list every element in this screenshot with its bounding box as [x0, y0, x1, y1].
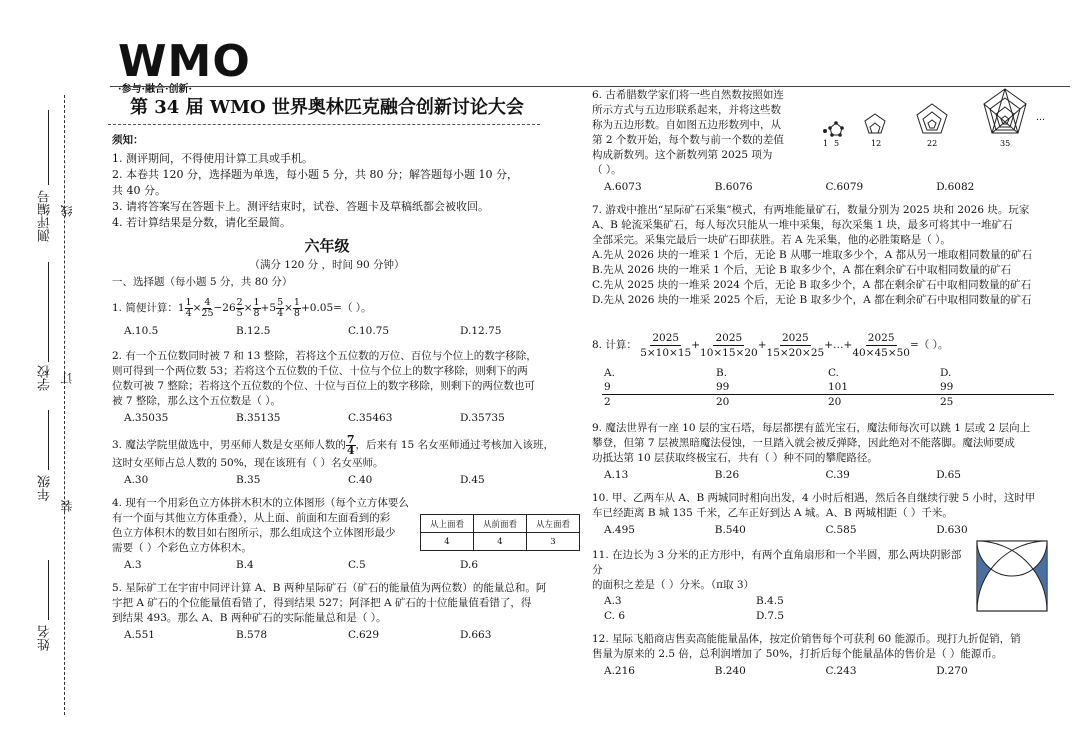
- option-b[interactable]: B.35: [236, 474, 261, 486]
- notice-list: [112, 151, 582, 231]
- table-header: 从左面看: [527, 515, 580, 533]
- margin-label-name: 姓名: [38, 625, 53, 651]
- section-heading: 一、选择题（每小题 5 分，共 80 分）: [112, 276, 293, 288]
- option-c[interactable]: C.243: [825, 665, 857, 677]
- option-c[interactable]: C.5: [348, 559, 366, 571]
- q12-options: [604, 664, 1047, 679]
- option-d[interactable]: D.65: [936, 469, 961, 481]
- q11-line: 的面积之差是（ ）分米。（π取 3）: [592, 579, 755, 591]
- margin-id-line: [48, 110, 49, 185]
- q8-fraction: $\frac{2025}{15\times 20\times 25}$: [766, 331, 825, 359]
- q5-line: 到结果 493。那么 A、B 两种矿石的实际能量总和是（ ）。: [112, 612, 387, 624]
- question-11: [592, 548, 962, 593]
- option-d[interactable]: D. $\frac{99}{25}$: [940, 366, 1052, 409]
- q1-fraction: $\frac{1}{8}$: [293, 296, 300, 319]
- question-5: [112, 581, 582, 626]
- option-c[interactable]: C.40: [348, 474, 373, 486]
- pent-label: 1: [823, 139, 829, 148]
- option-a[interactable]: A.216: [604, 665, 635, 677]
- option-b[interactable]: B.6076: [714, 181, 753, 193]
- q2-line: 则可得到一个两位数 53；若将这个五位数的千位、十位与个位上的数字移除，则剩下的两: [112, 365, 528, 377]
- option-d[interactable]: D.6082: [936, 181, 975, 193]
- table-header: 从前面看: [474, 515, 527, 533]
- pent-label: 5: [834, 139, 840, 148]
- question-9: [592, 421, 1047, 466]
- q1-fraction: $\frac{2}{5}$: [236, 296, 243, 319]
- notice-item: 1. 测评期间，不得使用计算工具或手机。: [112, 152, 313, 165]
- q12-line: 12. 星际飞船商店售卖高能能量晶体，按定价销售每个可获利 60 能源币。现打九折促销，销: [592, 633, 1021, 645]
- pentagon-4: [917, 104, 947, 133]
- notice-item: 2. 本卷共 120 分，选择题为单选，每小题 5 分，共 80 分；解答题每小题 10 分，: [112, 168, 518, 181]
- margin-mark-ding: 订: [60, 372, 74, 384]
- q7-option[interactable]: C.先从 2025 块的一堆采 2024 个后，无论 B 取多少个，A 都在剩余矿石中取相同数量的矿石: [592, 279, 1032, 291]
- question-6: [592, 88, 812, 178]
- q7-option[interactable]: D.先从 2026 块的一堆采 2025 个后，无论 B 取多少个，A 都在剩余矿石中取相同数量的矿石: [592, 294, 1032, 306]
- option-b[interactable]: B.578: [236, 629, 268, 641]
- table-cell: 4: [421, 533, 474, 551]
- q11-options: [604, 594, 904, 624]
- logo-slogan: ·参与·融合·创新·: [118, 84, 192, 95]
- option-a[interactable]: A.35035: [124, 412, 169, 424]
- q2-line: 2. 有一个五位数同时被 7 和 13 整除，若将这个五位数的万位、百位与个位上的数字移除，: [112, 350, 537, 362]
- question-1: [112, 296, 582, 320]
- margin-mark-xian: 线: [60, 205, 74, 217]
- q3-options: [124, 473, 582, 488]
- option-b[interactable]: B.26: [714, 469, 740, 481]
- q6-line: （ ）。: [592, 164, 622, 176]
- notice-item: 3. 请将答案写在答题卡上。测评结束时，试卷、答题卡及草稿纸都会被收回。: [112, 200, 489, 213]
- option-b[interactable]: B.4.5: [756, 595, 784, 607]
- margin-name-line: [48, 560, 49, 620]
- option-a[interactable]: A.30: [124, 474, 149, 486]
- q6-line: 第 2 个数开始，每个数与前一个数的差值: [592, 134, 784, 146]
- option-d[interactable]: D.35735: [460, 412, 505, 424]
- q10-line: 车已经距离 B 城 135 千米，乙车正好到达 A 城。A、B 两城相距（ ）千米。: [592, 507, 953, 519]
- q4-options: [124, 558, 582, 573]
- question-3: [112, 434, 582, 471]
- table-cell: 4: [474, 533, 527, 551]
- table-cell: 3: [527, 533, 580, 551]
- option-c[interactable]: C.39: [825, 469, 850, 481]
- q1-fraction: $\frac{1}{8}$: [253, 296, 260, 319]
- option-c[interactable]: C. 6: [604, 610, 626, 622]
- question-8: 8. 计算： $\frac{2025}{5\times 10\times 15}$ + $\frac{2025}{10\times 15\times 20}$ + $\frac{2025}{15\times 20\times 25}$ +…+ $\frac{2025}{40\times 45\times 50}$ =（ ）。: [592, 331, 949, 359]
- q1-fraction: $\frac{4}{25}$: [201, 296, 214, 319]
- q8-options: [604, 366, 1047, 409]
- option-a[interactable]: A. $\frac{9}{2}$: [604, 366, 716, 409]
- question-4: [112, 496, 412, 556]
- question-2: [112, 349, 582, 409]
- q1-term: −26: [213, 302, 236, 314]
- option-d[interactable]: D.630: [936, 524, 968, 536]
- q1-tail: +0.05=（ ）。: [300, 302, 372, 314]
- q6-line: 构成新数列。这个新数列第 2025 项为: [592, 149, 773, 161]
- q4-line: 色立方体积木的数目如右图所示，那么组成这个立体图形最少: [112, 527, 396, 539]
- q1-op: ×: [243, 302, 253, 314]
- q11-line: 11. 在边长为 3 分米的正方形中，有两个直角扇形和一个半圆，那么两块阴影部分: [592, 549, 962, 576]
- q8-tail: =（ ）。: [910, 339, 949, 351]
- option-c[interactable]: C.35463: [348, 412, 393, 424]
- option-a[interactable]: A.495: [604, 524, 635, 536]
- grade-heading: 六年级: [304, 237, 350, 255]
- q12-line: 售量为原来的 2.5 倍，总利润增加了 50%，打折后每个能量晶体的售价是（ ）能源币。: [592, 648, 1003, 660]
- q7-option[interactable]: B.先从 2026 块的一堆采 1 个后，无论 B 取多少个，A 都在剩余矿石中取相同数量的矿石: [592, 264, 1012, 276]
- q1-op: ×: [284, 302, 293, 314]
- option-c[interactable]: C.629: [348, 629, 380, 641]
- q6-line: 称为五边形数。自如图五边形数列中，从: [592, 119, 781, 131]
- notice-item: 共 40 分。: [112, 184, 166, 197]
- q4-view-table: [420, 514, 580, 551]
- option-a[interactable]: A.6073: [604, 181, 642, 193]
- q8-fraction: $\frac{2025}{40\times 45\times 50}$: [852, 331, 910, 359]
- score-info: （满分 120 分 ，时间 90 分钟）: [249, 259, 405, 271]
- option-c[interactable]: C. $\frac{101}{20}$: [828, 366, 940, 409]
- q1-fraction: $\frac{1}{4}$: [185, 296, 192, 319]
- option-b[interactable]: B.240: [714, 665, 746, 677]
- q1-term: 1: [177, 302, 185, 314]
- pentagon-2: [830, 123, 842, 135]
- option-d[interactable]: D.45: [460, 474, 485, 486]
- binding-dashed-line: [64, 95, 65, 715]
- option-a[interactable]: A.13: [604, 469, 629, 481]
- q1-fraction: $\frac{5}{4}$: [277, 296, 284, 319]
- left-column: [112, 133, 582, 643]
- option-a[interactable]: A.3: [604, 595, 622, 607]
- q5-options: [124, 628, 582, 643]
- q4-line: 需要（ ）个彩色立方体积木。: [112, 542, 252, 554]
- q7-line: A、B 轮流采集矿石，每人每次只能从一堆中采集，每次采集 1 块，最多可将其中一堆矿石: [592, 219, 1013, 231]
- q9-line: 功抵达第 10 层获取终极宝石，共有（ ）种不同的攀爬路径。: [592, 452, 878, 464]
- q7-line: 全部采完。采集完最后一块矿石即获胜。若 A 先采集，他的必胜策略是（ ）。: [592, 234, 951, 246]
- q9-line: 9. 魔法世界有一座 10 层的宝石塔，每层都摆有蓝光宝石，魔法师每次可以跳 1 层或 2 层向上: [592, 422, 1031, 434]
- option-a[interactable]: A.10.5: [124, 325, 159, 337]
- notice-item: 4. 若计算结果是分数，请化至最简。: [112, 216, 291, 229]
- pent-ellipsis: …: [1036, 113, 1045, 123]
- option-d[interactable]: D.6: [460, 559, 479, 571]
- q8-fraction: $\frac{2025}{5\times 10\times 15}$: [640, 331, 692, 359]
- q10-line: 10. 甲、乙两车从 A、B 两城同时相向出发，4 小时后相遇，然后各自继续行驶 5 小时，这时甲: [592, 492, 1036, 504]
- q8-fraction: $\frac{2025}{10\times 15\times 20}$: [700, 331, 758, 359]
- q2-options: [124, 411, 582, 426]
- margin-label-id: 测评编号: [38, 190, 53, 242]
- option-b[interactable]: B.4: [236, 559, 254, 571]
- option-b[interactable]: B.540: [714, 524, 746, 536]
- q4-line: 4. 现有一个用彩色立方体拼木积木的立体图形（每个立方体要么: [112, 497, 409, 509]
- option-d[interactable]: D.7.5: [756, 610, 785, 622]
- question-12: [592, 632, 1047, 662]
- q6-options: [604, 180, 1047, 195]
- q7-option[interactable]: A.先从 2026 块的一堆采 1 个后，无论 B 从哪一堆取多少个，A 都从另一堆取相同数量的矿石: [592, 249, 1032, 261]
- wmo-logo: WMO: [118, 36, 251, 87]
- notice-heading: 须知：: [112, 134, 144, 146]
- question-10: [592, 491, 1047, 521]
- q1-op: ×: [192, 302, 202, 314]
- q3-line: 这时女巫师占总人数的 50%，现在该班有（ ）名女巫师。: [112, 457, 384, 469]
- title-dashed-rule: [108, 124, 540, 125]
- q8-prefix: 8. 计算：: [592, 339, 637, 351]
- pent-label: 22: [927, 139, 938, 148]
- option-b[interactable]: B.12.5: [236, 325, 271, 337]
- pentagonal-numbers-figure: [820, 86, 1050, 154]
- margin-label-grade: 年级: [38, 475, 53, 501]
- q6-line: 所示方式与五边形联系起来，并将这些数: [592, 104, 781, 116]
- q5-line: 宇把 A 矿石的个位能量值看错了，得到结果 527；阿泽把 A 矿石的十位能量值看错了，得: [112, 597, 532, 609]
- q3-fraction: $\frac{7}{4}$: [346, 432, 355, 457]
- q5-line: 5. 星际矿工在宇宙中同评计算 A、B 两种星际矿石（矿石的能量值为两位数）的能量总和。阿: [112, 582, 547, 594]
- q4-line: 有一个面与其他立方体重叠），从上面、前面和左面看到的彩: [112, 512, 391, 524]
- table-header: 从上面看: [421, 515, 474, 533]
- q1-term: +5: [260, 302, 277, 314]
- q6-line: 6. 古希腊数学家们将一些自然数按照如连: [592, 89, 784, 101]
- q3-text: ，后来有 15 名女巫师通过考核加入该班，: [355, 439, 555, 451]
- margin-mark-zhuang: 装: [60, 500, 74, 512]
- option-d[interactable]: D.270: [936, 665, 968, 677]
- q9-line: 攀登，但第 7 层被黑暗魔法侵蚀，一旦踏入就会被反弹降，因此绝对不能落脚。魔法师要成: [592, 437, 1015, 449]
- margin-label-school: 学校: [38, 365, 53, 391]
- margin-school-line: [48, 262, 49, 362]
- option-b[interactable]: B. $\frac{99}{20}$: [716, 366, 828, 409]
- q7-line: 7. 游戏中推出“星际矿石采集”模式，有两堆能量矿石，数量分别为 2025 块和 2026 块。玩家: [592, 204, 1030, 216]
- q3-text: 3. 魔法学院里做选中，男巫师人数是女巫师人数的: [112, 439, 346, 451]
- option-b[interactable]: B.35135: [236, 412, 281, 424]
- option-a[interactable]: A.551: [124, 629, 155, 641]
- option-c[interactable]: C.10.75: [348, 325, 390, 337]
- margin-grade-line: [48, 410, 49, 470]
- option-a[interactable]: A.3: [124, 559, 142, 571]
- pent-label: 35: [1000, 139, 1011, 148]
- q1-prefix: 1. 简便计算：: [112, 302, 178, 314]
- page-title: 第 34 届 WMO 世界奥林匹克融合创新讨论大会: [130, 97, 524, 118]
- option-d[interactable]: D.12.75: [460, 325, 502, 337]
- option-d[interactable]: D.663: [460, 629, 492, 641]
- q2-line: 被 7 整除，那么这个五位数是（ ）。: [112, 395, 281, 407]
- q2-line: 位数可被 7 整除；若将这个五位数的个位、十位与百位上的数字移除，则剩下的两位数也可: [112, 380, 535, 392]
- q9-options: [604, 468, 1047, 483]
- option-c[interactable]: C.585: [825, 524, 857, 536]
- q11-square-figure: [976, 540, 1048, 612]
- question-7: [592, 203, 1047, 308]
- option-c[interactable]: C.6079: [825, 181, 864, 193]
- q1-options: [124, 324, 582, 339]
- q10-options: [604, 523, 1047, 538]
- pent-label: 12: [871, 139, 882, 148]
